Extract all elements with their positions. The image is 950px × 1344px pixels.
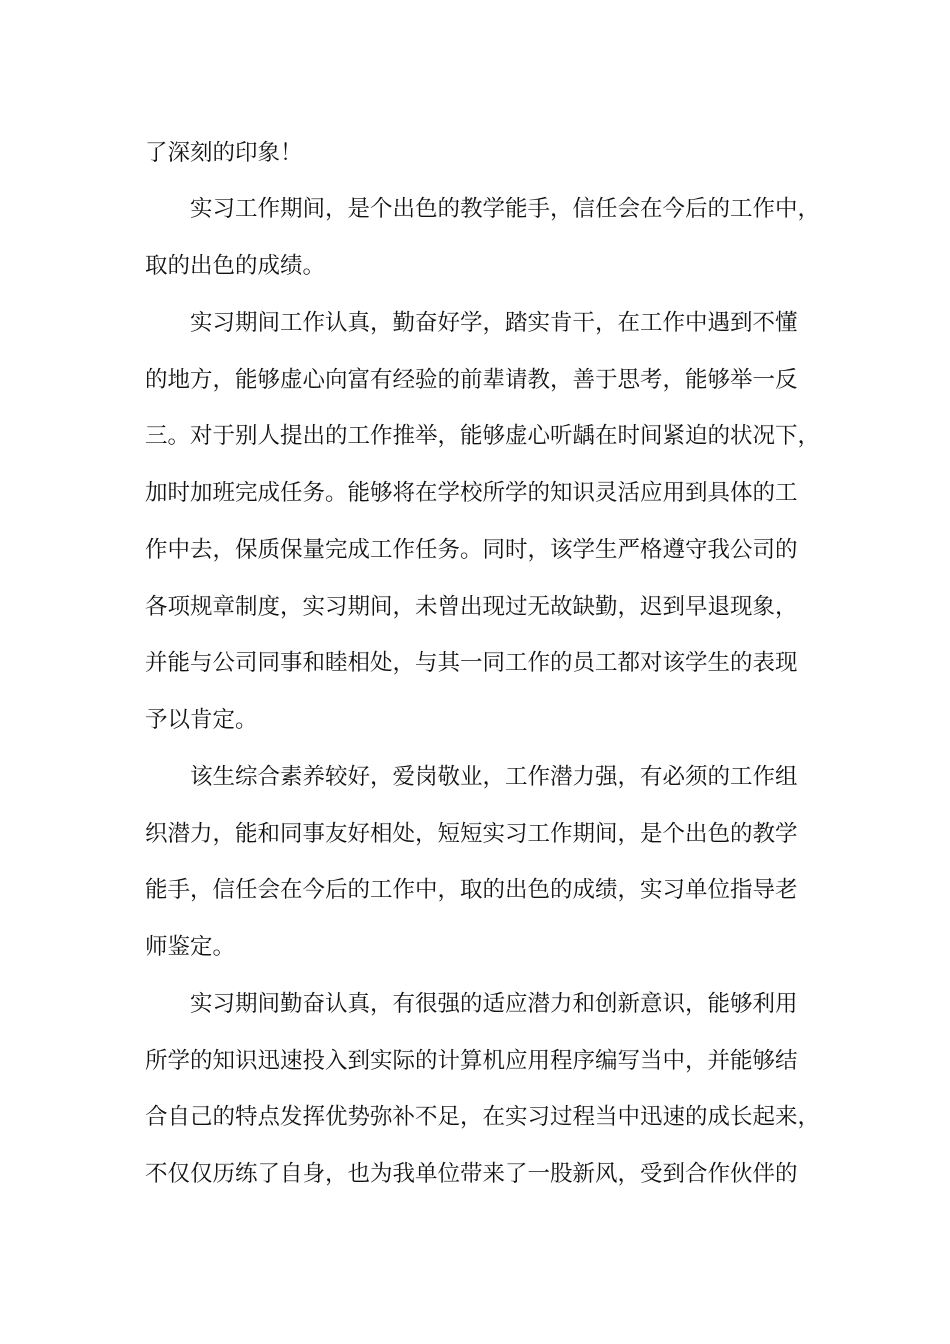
text-line: 能手，信任会在今后的工作中，取的出色的成绩，实习单位指导老 [145,877,798,903]
text-line: 实习期间勤奋认真，有很强的适应潜力和创新意识，能够利用 [190,991,798,1017]
text-line: 实习工作期间，是个出色的教学能手，信任会在今后的工作中， [190,196,821,222]
text-line: 予以肯定。 [145,707,258,733]
text-line: 并能与公司同事和睦相处，与其一同工作的员工都对该学生的表现 [145,650,798,676]
text-line: 合自己的特点发挥优势弥补不足，在实习过程当中迅速的成长起来， [145,1104,821,1130]
text-line: 实习期间工作认真，勤奋好学，踏实肯干，在工作中遇到不懂 [190,310,798,336]
text-line: 加时加班完成任务。能够将在学校所学的知识灵活应用到具体的工 [145,480,798,506]
text-line: 所学的知识迅速投入到实际的计算机应用程序编写当中，并能够结 [145,1048,798,1074]
text-line: 不仅仅历练了自身，也为我单位带来了一股新风，受到合作伙伴的 [145,1161,798,1187]
text-line: 该生综合素养较好，爱岗敬业，工作潜力强，有必须的工作组 [190,764,798,790]
text-line: 作中去，保质保量完成工作任务。同时，该学生严格遵守我公司的 [145,537,798,563]
text-line: 师鉴定。 [145,934,236,960]
text-line: 各项规章制度，实习期间，未曾出现过无故缺勤，迟到早退现象， [145,594,798,620]
text-line: 的地方，能够虚心向富有经验的前辈请教，善于思考，能够举一反 [145,367,798,393]
text-line: 了深刻的印象！ [145,140,303,166]
text-line: 取的出色的成绩。 [145,253,326,279]
text-line: 织潜力，能和同事友好相处，短短实习工作期间，是个出色的教学 [145,821,798,847]
text-line: 三。对于别人提出的工作推举，能够虚心听龋在时间紧迫的状况下， [145,423,821,449]
